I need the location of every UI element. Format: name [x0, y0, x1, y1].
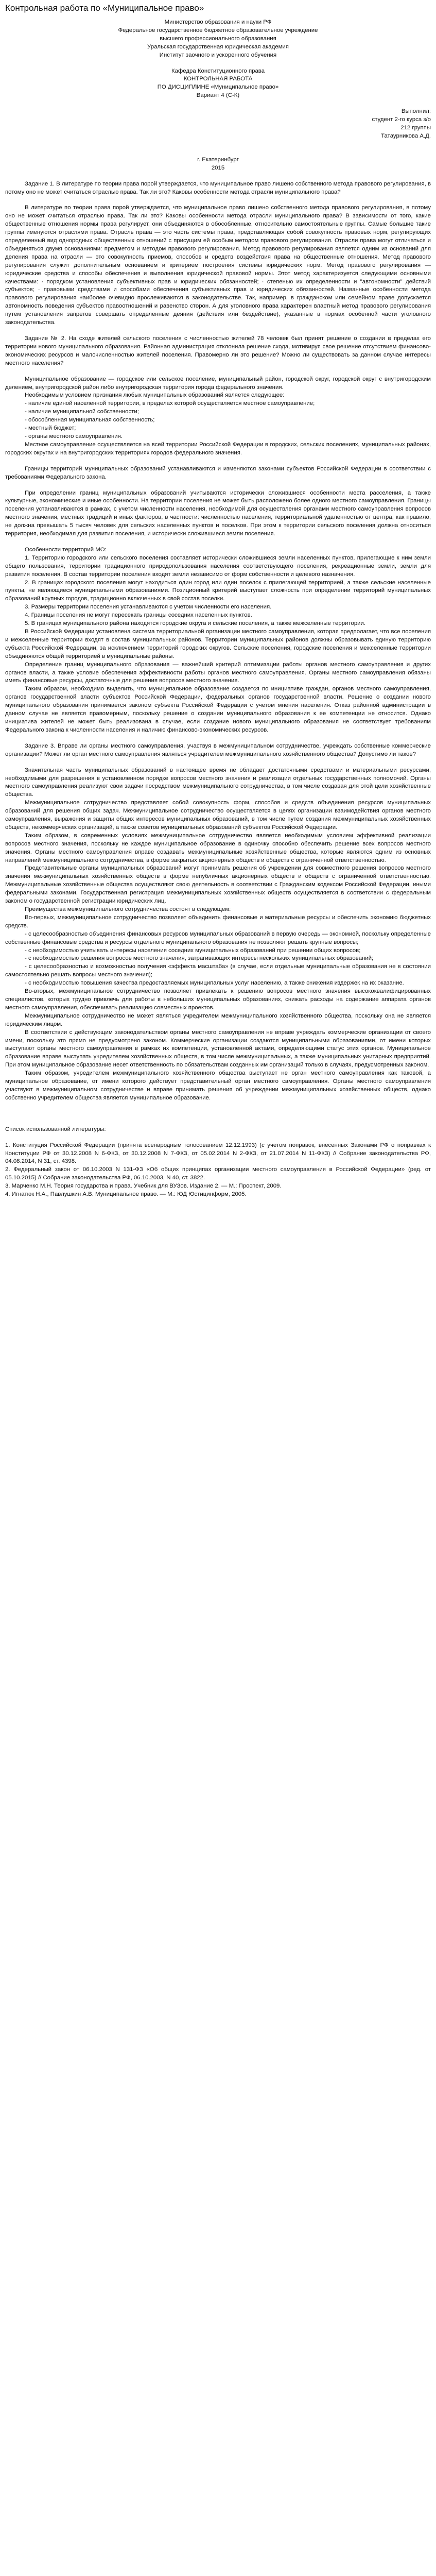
task-2-paragraph: 4. Границы поселения не могут пересекать границы соседних населенных пунктов.	[25, 612, 252, 619]
task-3-paragraph: Межмуниципальное сотрудничество не может являться учредителем межмуниципального хозяйственного общества, поскольку она не является юридическим лицом.	[5, 1012, 431, 1027]
task-3-section	[5, 742, 431, 1103]
task-3-paragraph: Таким образом, учредителем межмуниципального хозяйственного общества выступает не орган местного самоуправления как таковой, а муниципальное образование, от имени которого действует представительный орган местного самоуправления. Органы местного самоуправления участвуют в межмуниципальном сотрудничестве и вправе принимать решения об учреждении межмуниципальных хозяйственных обществ, однако собственно учредителем общества является муниципальное образование.	[5, 1070, 431, 1101]
task-2-paragraph: Таким образом, необходимо выделить, что муниципальное образование создается по инициативе граждан, органов местного самоуправления, органов государственной власти субъектов Российской Федерации, федеральных органов государственной власти. Решение о создании нового муниципального образования принимается законом субъекта Российской Федерации с учетом мнения населения. Отказ районной администрации в данном случае не является правомерным, поскольку решение о создании муниципального образования к ее компетенции не относится. Однако инициатива жителей не может быть реализована в случае, если создание нового муниципального образования не соответствует требованиям Федерального закона к численности населения и наличию финансово-экономических ресурсов.	[5, 686, 431, 733]
task-2-paragraph: Определение границ муниципального образования — важнейший критерий оптимизации работы органов местного самоуправления и других органов власти, а также условие обеспечения эффективности работы органов местного самоуправления. Органы местного самоуправления обязаны иметь финансовые ресурсы, достаточные для решения вопросов местного значения.	[5, 661, 431, 684]
task-2-paragraph: Муниципальное образование — городское или сельское поселение, муниципальный район, городской округ, городской округ с внутригородским делением, внутригородской район либо внутригородская территория города федерального значения.	[5, 376, 431, 391]
task-3-paragraph: - с необходимостью повышения качества предоставляемых муниципальных услуг населению, а также снижения издержек на их оказание.	[25, 980, 404, 987]
task-1-title: Задание 1. В литературе по теории права порой утверждается, что муниципальное право лишено собственного метода правового регулирования, в потому оно не может считаться отраслью права. Так ли это? Каковы особенности метода отрасли муниципального права?	[5, 180, 431, 195]
task-3-paragraph: Таким образом, в современных условиях межмуниципальное сотрудничество является необходимым условием эффективной реализации вопросов местного значения, поскольку не каждое муниципальное образование в одиночку способно обеспечить решение всех вопросов местного значения. Органы местного самоуправления вправе создавать межмуниципальные хозяйственные общества, которые являются одним из основных направлений межмуниципального сотрудничества, в форме закрытых акционерных обществ и обществ с ограниченной ответственностью.	[5, 832, 431, 863]
reference-item: 4. Игнатюк Н.А., Павлушкин А.В. Муниципальное право. — М.: ЮД Юстицинформ, 2005.	[5, 1191, 247, 1198]
title-page-header	[5, 19, 431, 100]
references-section	[5, 1126, 431, 1199]
organization-line-3: Уральская государственная юридическая академия	[147, 43, 289, 50]
task-3-paragraph: Во-первых, межмуниципальное сотрудничество позволяет объединить финансовые и материальные ресурсы и обеспечить экономию бюджетных средств.	[5, 914, 431, 929]
author-group: 212 группы	[400, 124, 431, 131]
task-2-paragraph: 2. В границах городского поселения могут находиться один город или один поселок с прилегающей территорией, а также сельские населенные пункты, не являющиеся муниципальными образованиями. Позиционный критерий выступает сложность при определении территорий муниципальных образований крупных городов, традиционно включенных в свой состав поселки.	[5, 579, 431, 602]
task-2-paragraph: Местное самоуправление осуществляется на всей территории Российской Федерации в городских, сельских поселениях, муниципальных районах, городских округах и на внутригородских территориях городов федерального значения.	[5, 441, 431, 456]
task-2-paragraph: - местный бюджет;	[25, 425, 76, 432]
task-2-paragraph: - обособленная муниципальная собственность;	[25, 417, 155, 423]
task-2-title: Задание № 2. На сходе жителей сельского поселения с численностью жителей 78 человек был принят решение о создании в пределах его территории нового муниципального образования. Районная администрация отклонила решение схода, мотивируя свое решение отсутствием финансово-экономических ресурсов и малочисленностью жителей поселения. Правомерно ли это решение? Можно ли существовать за данном случае интересы местного населения?	[5, 335, 431, 366]
task-2-paragraph: - органы местного самоуправления.	[25, 433, 123, 439]
document-title: Контрольная работа по «Муниципальное право»	[5, 3, 204, 13]
year-line: 2015	[211, 164, 225, 171]
task-2-paragraph: 1. Территорию городского или сельского поселения составляет исторически сложившиеся земли населенных пунктов, прилегающие к ним земли общего пользования, территории традиционного природопользования населения соответствующего поселения, рекреационные земли, земли для развития поселения. В состав территории поселения входят земли независимо от форм собственности и целевого назначения.	[5, 554, 431, 578]
author-label: Выполнил:	[401, 108, 431, 115]
task-2-paragraph: 5. В границах муниципального района находятся городские округа и сельские поселения, а также межселенные территории.	[25, 620, 366, 627]
task-2-paragraph: Особенности территорий МО:	[25, 546, 107, 553]
task-1-paragraph: В литературе по теории права порой утверждается, что муниципальное право лишено собственного метода правового регулирования, в потому оно не может считаться отраслью права. Так ли это? Каковы особенности метода отрасли муниципального права? В зависимости от того, какие общественные отношения нормы права регулирует, они объединяются в обособленные, относительно самостоятельные группы. Самые большие такие группы именуются отраслями права. Отрасль права — это часть системы права, представляющая собой совокупность правовых норм, регулирующих определенный вид однородных общественных отношений с присущим ей особым методом правового регулирования. Отрасли права могут отличаться и объединяться двумя основаниями: предметом и методом правового регулирования. Метод правового регулирования является одним из оснований для деления права на отрасли — это совокупность приемов, способов и средств воздействия права на общественные отношения. Метод правового регулирования служит дополнительным основанием и критерием построения системы юридических норм. Метод правового регулирования — юридические средства и способы обеспечения и выполнения юридической правовой нормы. Этот метод характеризуется следующими основными качествами: · порядком установления субъективных прав и юридических обязанностей; · степенью их определенности и "автономности" действий субъектов; · правовыми средствами и способами обеспечения субъективных прав и юридических обязанностей. Названные особенности метода правового регулирования наиболее очевидно прослеживаются в законодательстве. Так, например, в гражданском или семейном праве допускается автономность поведения субъектов правоотношений и равенство сторон. А для уголовного права характерен властный метод правового регулирования путем установления запретов совершать определенные деяния (действия или бездействие), указанные в нормах особенной части уголовного законодательства.	[5, 205, 431, 326]
author-name: Татаурникова А.Д.	[381, 132, 431, 139]
task-3-paragraph: - с целесообразностью и возможностью получения «эффекта масштаба» (в случае, если отдельные муниципальные образования не в состоянии самостоятельно решать вопросы местного значения);	[5, 963, 431, 978]
document-page	[0, 0, 436, 1199]
reference-item: 2. Федеральный закон от 06.10.2003 N 131-ФЗ «Об общих принципах организации местного самоуправления в Российской Федерации» (ред. от 05.10.2015) // Собрание законодательства РФ, 06.10.2003, N 40, ст. 3822.	[5, 1166, 431, 1181]
task-3-paragraph: Значительная часть муниципальных образований в настоящее время не обладает достаточными средствами и материальными ресурсами, необходимыми для разрешения в установленном порядке вопросов местного значения и реализации отдельных государственных полномочий. Органы местного самоуправления реализуют свои задачи посредством межмуниципального сотрудничества, в том числе создавая для этой цели хозяйственные общества.	[5, 767, 431, 798]
task-3-paragraph: Преимущества межмуниципального сотрудничества состоят в следующем:	[25, 906, 231, 912]
task-2-paragraph: - наличие муниципальной собственности;	[25, 409, 139, 415]
task-3-paragraph: - с необходимостью решения вопросов местного значения, затрагивающих интересы нескольких муниципальных образований;	[25, 955, 374, 962]
references-title: Список использованной литературы:	[5, 1126, 106, 1132]
task-3-paragraph: Межмуниципальное сотрудничество представляет собой совокупность форм, способов и средств объединения ресурсов муниципальных образований для решения общих задач. Межмуниципальное сотрудничество осуществляется в целях организации взаимодействия органов местного самоуправления, выражения и защиты общих интересов муниципальных образований, в том числе путем создания межмуниципальных хозяйственных обществ, некоммерческих организаций, а также советов муниципальных образований субъектов Российской Федерации.	[5, 800, 431, 831]
task-2-section	[5, 335, 431, 735]
cathedra-line: Кафедра Конституционного права	[171, 67, 265, 74]
task-3-paragraph: Во-вторых, межмуниципальное сотрудничество позволяет привлекать к решению вопросов местного значения высококвалифицированных специалистов, которых трудно привлечь для работы в небольших муниципальных образованиях, снижать расходы на содержание аппарата органов местного самоуправления, обеспечивать реализацию совместных проектов.	[5, 988, 431, 1011]
author-block	[5, 108, 431, 141]
task-2-paragraph: Необходимым условием признания любых муниципальных образований является следующее:	[25, 392, 285, 399]
work-type-line: КОНТРОЛЬНАЯ РАБОТА	[183, 76, 253, 82]
task-3-paragraph: Представительные органы муниципальных образований могут принимать решения об учреждении для совместного решения вопросов местного значения межмуниципальных хозяйственных обществ в форме непубличных акционерных обществ и обществ с ограниченной ответственностью. Межмуниципальные хозяйственные общества осуществляют свою деятельность в соответствии с Гражданским кодексом Российской Федерации, иными федеральными законами. Государственная регистрация межмуниципальных хозяйственных обществ осуществляется в соответствии с федеральным законом о государственной регистрации юридических лиц.	[5, 865, 431, 905]
task-2-paragraph: При определении границ муниципальных образований учитываются исторически сложившиеся особенности места расселения, а также культурные, экономические и иные особенности. На территории поселения не может быть расположено более одного местного самоуправления. Границы поселения устанавливаются в рамках, с учетом численности населения, необходимой для осуществления органами местного самоуправления вопросов местного значения, местных традиций и иных факторов, в частности: численностью населения, территориальной удаленностью от центра, как правило, не должна превышать 5 тысяч человек для сельских населенных пунктов и поселков. При этом к территории сельского поселения должна относиться территория, необходимая для развития поселения, и исторически сложившиеся земли поселения.	[5, 489, 431, 537]
task-3-paragraph: В соответствии с действующим законодательством органы местного самоуправления не вправе учреждать коммерческие организации от своего имени, поскольку это прямо не предусмотрено законом. Коммерческие организации создаются муниципальными образованиями, от имени которых выступают органы местного самоуправления в рамках их компетенции, установленной актами, определяющими статус этих органов. Муниципальное образование вправе выступать учредителем хозяйственных обществ, в том числе межмуниципальных, а также муниципальных унитарных предприятий. При этом муниципальное образование несет ответственность по обязательствам созданных им организаций только в случаях, предусмотренных законом.	[5, 1029, 431, 1069]
task-2-paragraph: Границы территорий муниципальных образований устанавливаются и изменяются законами субъектов Российской Федерации в соответствии с требованиями Федерального закона.	[5, 465, 431, 480]
task-2-paragraph: 3. Размеры территории поселения устанавливаются с учетом численности его населения.	[25, 604, 272, 611]
organization-line-2: высшего профессионального образования	[160, 35, 276, 42]
task-3-paragraph: - с необходимостью учитывать интересы населения соседних муниципальных образований при решении общих вопросов;	[25, 947, 361, 954]
reference-item: 3. Марченко М.Н. Теория государства и права. Учебник для ВУЗов. Издание 2. — М.: Проспект, 2009.	[5, 1183, 282, 1190]
task-3-paragraph: - с целесообразностью объединения финансовых ресурсов муниципальных образований в первую очередь — экономией, поскольку определенные собственные финансовые средства и ресурсы отдельного муниципального образования не позволяют решать крупные вопросы;	[5, 930, 431, 945]
task-3-title: Задание 3. Вправе ли органы местного самоуправления, участвуя в межмуниципальном сотрудничестве, учреждать собственные коммерческие организации? Может ли орган местного самоуправления являться учредителем межмуниципального хозяйственного общества? Допустимо ли такое?	[5, 742, 431, 757]
organization-line-4: Институт заочного и ускоренного обучения	[159, 52, 277, 58]
city-line: г. Екатеринбург	[197, 156, 239, 163]
author-student: студент 2-го курса з/о	[372, 116, 431, 123]
task-2-paragraph: - наличие единой населенной территории, в пределах которой осуществляется местное самоуправление;	[25, 400, 315, 407]
task-1-section	[5, 180, 431, 327]
discipline-line: ПО ДИСЦИПЛИНЕ «Муниципальное право»	[157, 84, 279, 91]
task-2-paragraph: В Российской Федерации установлена система территориальной организации местного самоуправления, которая предполагает, что все поселения и межселенные территории входят в состав муниципальных районов. Территории муниципальных районов должны образовывать единую территорию субъекта Российской Федерации, за исключением территорий городских округов. Сельские поселения, городские поселения и межселенные территории объединяются общей территорией в муниципальные районы.	[5, 629, 431, 659]
reference-item: 1. Конституция Российской Федерации (принята всенародным голосованием 12.12.1993) (с учетом поправок, внесенных Законами РФ о поправках к Конституции РФ от 30.12.2008 N 6-ФКЗ, от 30.12.2008 N 7-ФКЗ, от 05.02.2014 N 2-ФКЗ, от 21.07.2014 N 11-ФКЗ) // Собрание законодательства РФ, 04.08.2014, N 31, ст. 4398.	[5, 1142, 431, 1165]
organization-line-1: Федеральное государственное бюджетное образовательное учреждение	[118, 27, 318, 33]
ministry-line: Министерство образования и науки РФ	[164, 19, 272, 25]
variant-line: Вариант 4 (С-К)	[196, 92, 240, 99]
